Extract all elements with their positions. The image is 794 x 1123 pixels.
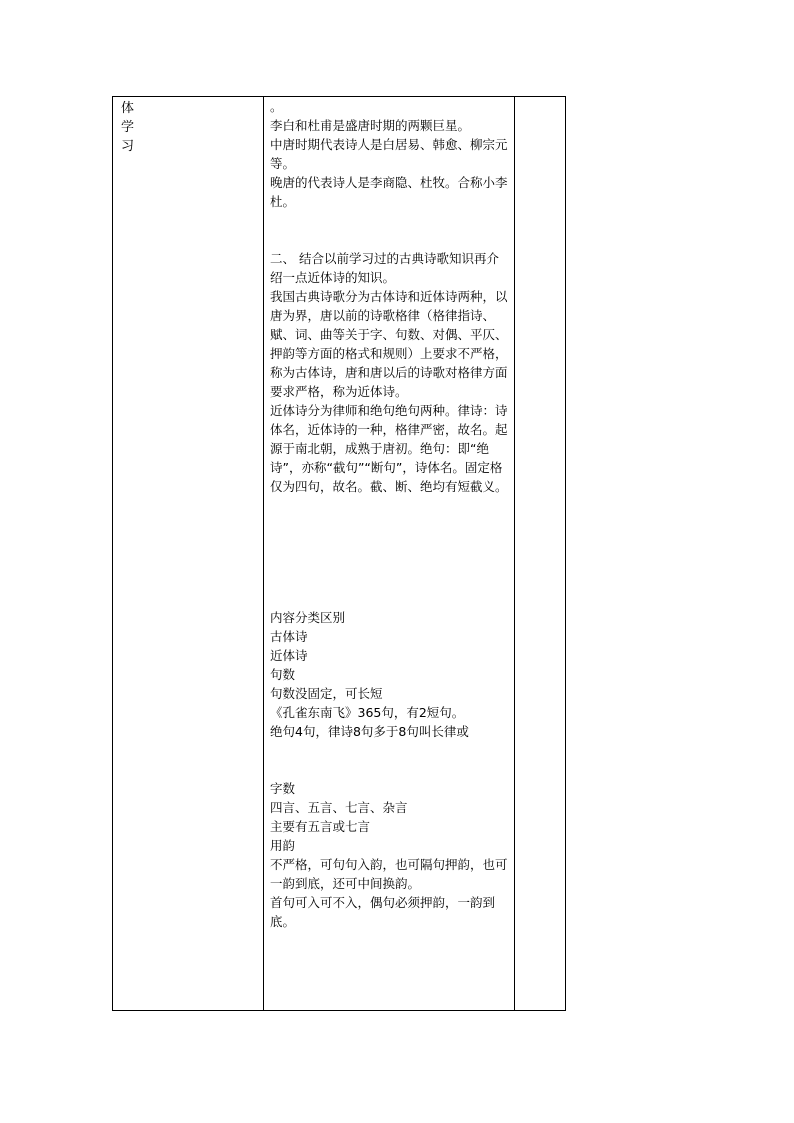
paragraph: 李白和杜甫是盛唐时期的两颗巨星。 [270,118,471,133]
paragraph: 用韵 [270,838,296,853]
paragraph: 内容分类区别 [270,610,346,625]
vertical-label [113,97,263,156]
label-char: 体 [121,101,135,116]
paragraph: 二、 结合以前学习过的古典诗歌知识再介绍一点近体诗的知识。 [270,251,499,285]
paragraph: 古体诗 [270,629,308,644]
paragraph: 我国古典诗歌分为古体诗和近体诗两种，以唐为界，唐以前的诗歌格律（格律指诗、赋、词、曲等关于字、句数、对偶、平仄、押韵等方面的格式和规则）上要求不严格，称为古体诗，唐和唐以后的诗歌对格律方面要求严格，称为近体诗。 [270,289,508,399]
paragraph: 句数没固定，可长短 [270,686,383,701]
table-row [113,97,566,1011]
paragraph: 。 [270,99,283,114]
paragraph: 晚唐的代表诗人是李商隐、杜牧。合称小李杜。 [270,175,508,209]
content-body [264,97,514,931]
section-label-cell [113,97,264,1011]
paragraph: 中唐时期代表诗人是白居易、韩愈、柳宗元等。 [270,137,508,171]
paragraph: 句数 [270,667,296,682]
paragraph: 近体诗分为律师和绝句绝句两种。律诗：诗体名，近体诗的一种，格律严密，故名。起源于南北朝，成熟于唐初。绝句：即“绝诗”，亦称“截句”“断句”，诗体名。固定格仅为四句，故名。截、断、绝均有短截义。 [270,403,508,494]
spacer [270,496,510,608]
paragraph: 主要有五言或七言 [270,819,371,834]
label-char: 学 [121,120,135,135]
paragraph: 首句可入可不入，偶句必须押韵，一韵到底。 [270,895,496,929]
lesson-table [112,96,566,1011]
paragraph: 近体诗 [270,648,308,663]
spacer [270,741,510,779]
paragraph: 不严格，可句句入韵，也可隔句押韵，也可一韵到底，还可中间换韵。 [270,857,508,891]
spacer [270,211,510,249]
empty-cell [515,97,566,1011]
paragraph: 《孔雀东南飞》365句，有2短句。 [270,705,465,720]
paragraph: 字数 [270,781,296,796]
label-char: 习 [121,139,135,154]
content-cell [264,97,515,1011]
paragraph: 绝句4句，律诗8句多于8句叫长律或 [270,724,469,739]
paragraph: 四言、五言、七言、杂言 [270,800,408,815]
